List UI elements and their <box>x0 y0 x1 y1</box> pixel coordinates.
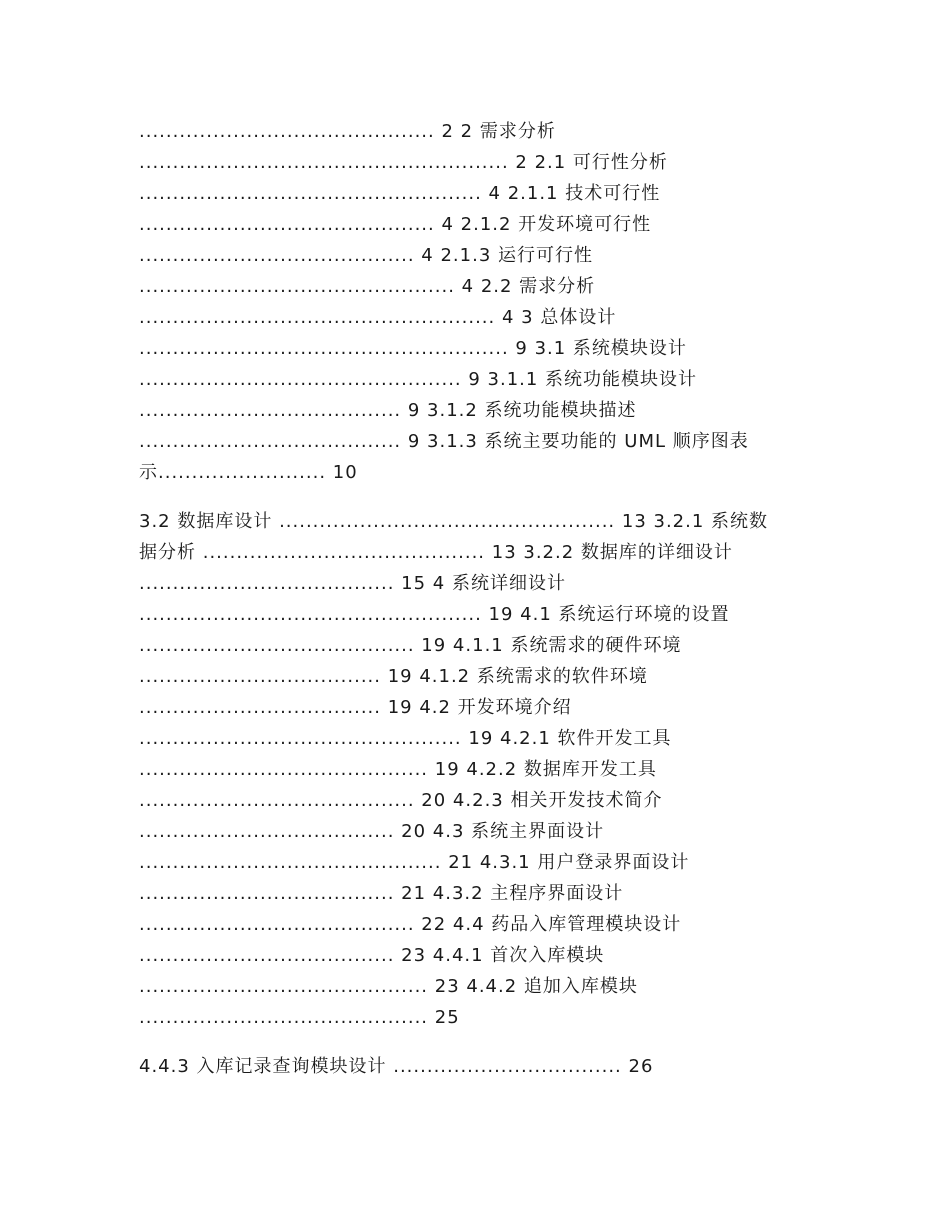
toc-line: ....................................................... 9 3.1 系统模块设计 <box>139 338 687 359</box>
toc-line: .................................... 19 4.1.2 系统需求的软件环境 <box>139 666 648 687</box>
toc-line: ...................................... 15 4 系统详细设计 <box>139 573 566 594</box>
toc-line: ............................................... 4 2.2 需求分析 <box>139 276 596 297</box>
toc-line: ........................................... 19 4.2.2 数据库开发工具 <box>139 759 657 780</box>
toc-line: ...................................... 20 4.3 系统主界面设计 <box>139 821 605 842</box>
toc-block-1 <box>139 116 819 488</box>
toc-line: ......................................... 22 4.4 药品入库管理模块设计 <box>139 914 682 935</box>
toc-line: ............................................. 21 4.3.1 用户登录界面设计 <box>139 852 690 873</box>
toc-line: ............................................ 4 2.1.2 开发环境可行性 <box>139 214 652 235</box>
toc-line: ....................................... 9 3.1.3 系统主要功能的 UML 顺序图表 <box>139 431 749 452</box>
toc-line: ........................................... 23 4.4.2 追加入库模块 <box>139 976 638 997</box>
toc-line: ..................................................... 4 3 总体设计 <box>139 307 617 328</box>
toc-line: ....................................... 9 3.1.2 系统功能模块描述 <box>139 400 637 421</box>
toc-line: 据分析 .......................................... 13 3.2.2 数据库的详细设计 <box>139 542 733 563</box>
toc-line: ................................................ 9 3.1.1 系统功能模块设计 <box>139 369 698 390</box>
toc-line: 3.2 数据库设计 .................................................. 13 3.2.1 系统数 <box>139 511 769 532</box>
toc-line: ......................................... 19 4.1.1 系统需求的硬件环境 <box>139 635 682 656</box>
toc-line: .................................... 19 4.2 开发环境介绍 <box>139 697 572 718</box>
toc-line: ................................................ 19 4.2.1 软件开发工具 <box>139 728 672 749</box>
toc-line: 4.4.3 入库记录查询模块设计 .................................. 26 <box>139 1056 654 1077</box>
toc-block-2 <box>139 506 819 1033</box>
toc-line: ......................................... 20 4.2.3 相关开发技术简介 <box>139 790 663 811</box>
toc-line: 示......................... 10 <box>139 462 358 483</box>
toc-line: ...................................... 23 4.4.1 首次入库模块 <box>139 945 605 966</box>
toc-line: ........................................... 25 <box>139 1007 460 1028</box>
toc-block-3 <box>139 1051 819 1082</box>
toc-line: ............................................ 2 2 需求分析 <box>139 121 556 142</box>
toc-line: ....................................................... 2 2.1 可行性分析 <box>139 152 668 173</box>
toc-line: ................................................... 4 2.1.1 技术可行性 <box>139 183 661 204</box>
toc-line: ...................................... 21 4.3.2 主程序界面设计 <box>139 883 624 904</box>
toc-line: ......................................... 4 2.1.3 运行可行性 <box>139 245 594 266</box>
toc-line: ................................................... 19 4.1 系统运行环境的设置 <box>139 604 730 625</box>
